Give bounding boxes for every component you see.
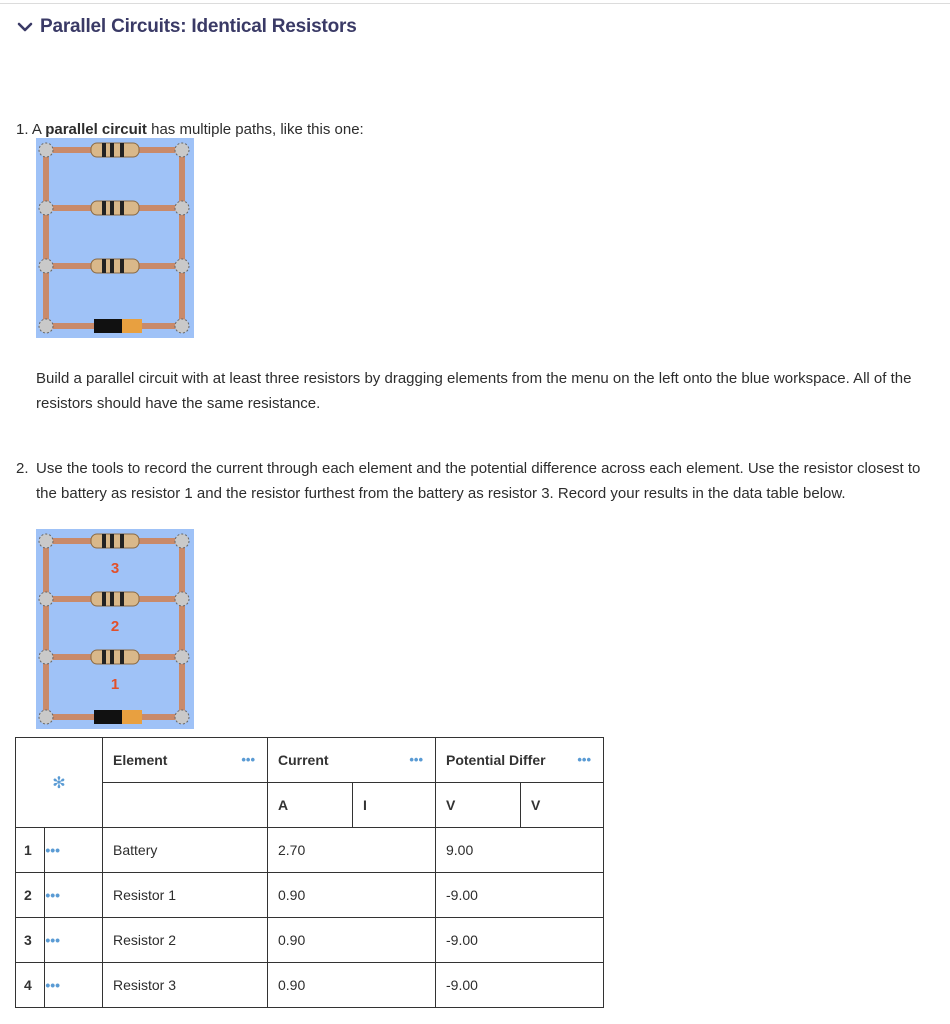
unit-cell-pd-v[interactable]: V <box>436 783 521 828</box>
table-row <box>16 963 604 1008</box>
potential-difference-cell[interactable]: 9.00 <box>436 828 604 873</box>
column-header-pd-label: Potential Differ <box>446 752 546 768</box>
unit-cell-pd-v2[interactable]: V <box>521 783 604 828</box>
question-1-rest: has multiple paths, like this one: <box>146 121 364 138</box>
parallel-circuit-diagram <box>36 138 194 338</box>
element-cell[interactable]: Resistor 1 <box>103 873 268 918</box>
row-menu-icon[interactable]: ••• <box>45 918 103 963</box>
element-cell[interactable]: Resistor 2 <box>103 918 268 963</box>
chevron-down-icon[interactable] <box>16 18 34 36</box>
question-2-number: 2. <box>16 460 29 477</box>
top-divider <box>0 3 950 4</box>
table-settings-cell[interactable] <box>16 738 103 828</box>
row-menu-icon[interactable]: ••• <box>45 828 103 873</box>
table-units-row <box>16 783 604 828</box>
potential-difference-cell[interactable]: -9.00 <box>436 918 604 963</box>
potential-difference-cell[interactable]: -9.00 <box>436 873 604 918</box>
current-cell[interactable]: 2.70 <box>268 828 436 873</box>
row-number: 3 <box>16 918 45 963</box>
row-number: 2 <box>16 873 45 918</box>
resistor-label-1: 1 <box>110 676 120 693</box>
current-cell[interactable]: 0.90 <box>268 963 436 1008</box>
circuit-image-1 <box>36 138 194 338</box>
unit-cell-current-a[interactable]: A <box>268 783 353 828</box>
resistor-label-3: 3 <box>110 560 120 577</box>
unit-cell-element[interactable] <box>103 783 268 828</box>
column-menu-icon[interactable]: ••• <box>409 752 423 767</box>
question-2-text: Use the tools to record the current through each element and the potential difference across each element. Use the resistor closest to the battery as resistor 1 and the resistor furthest from the battery as resistor 3. Record your results in the data table below. <box>36 460 921 502</box>
section-title: Parallel Circuits: Identical Resistors <box>40 16 357 37</box>
unit-cell-current-i[interactable]: I <box>353 783 436 828</box>
question-1-lead: A <box>31 121 46 138</box>
question-2 <box>16 456 926 506</box>
table-header-row <box>16 738 604 783</box>
column-header-element-label: Element <box>113 752 168 768</box>
column-header-element[interactable] <box>103 738 268 783</box>
table-row <box>16 918 604 963</box>
column-menu-icon[interactable]: ••• <box>577 752 591 767</box>
row-menu-icon[interactable]: ••• <box>45 963 103 1008</box>
resistor-label-2: 2 <box>110 618 120 635</box>
question-1-number: 1. <box>16 121 29 138</box>
current-cell[interactable]: 0.90 <box>268 873 436 918</box>
current-cell[interactable]: 0.90 <box>268 918 436 963</box>
gear-icon[interactable]: ✻ <box>52 774 66 792</box>
row-number: 4 <box>16 963 45 1008</box>
labeled-circuit-diagram <box>36 529 194 729</box>
element-cell[interactable]: Resistor 3 <box>103 963 268 1008</box>
data-table <box>15 737 604 1008</box>
table-row <box>16 828 604 873</box>
element-cell[interactable]: Battery <box>103 828 268 873</box>
column-header-current[interactable] <box>268 738 436 783</box>
question-1-bold: parallel circuit <box>45 121 147 138</box>
column-header-current-label: Current <box>278 752 329 768</box>
row-number: 1 <box>16 828 45 873</box>
section-header[interactable] <box>16 16 357 38</box>
row-menu-icon[interactable]: ••• <box>45 873 103 918</box>
table-row <box>16 873 604 918</box>
circuit-image-2 <box>36 529 194 729</box>
column-menu-icon[interactable]: ••• <box>241 752 255 767</box>
question-1-instruction: Build a parallel circuit with at least three resistors by dragging elements from the menu on the left onto the blue workspace. All of the resistors should have the same resistance. <box>36 370 912 412</box>
column-header-potential-difference[interactable] <box>436 738 604 783</box>
potential-difference-cell[interactable]: -9.00 <box>436 963 604 1008</box>
